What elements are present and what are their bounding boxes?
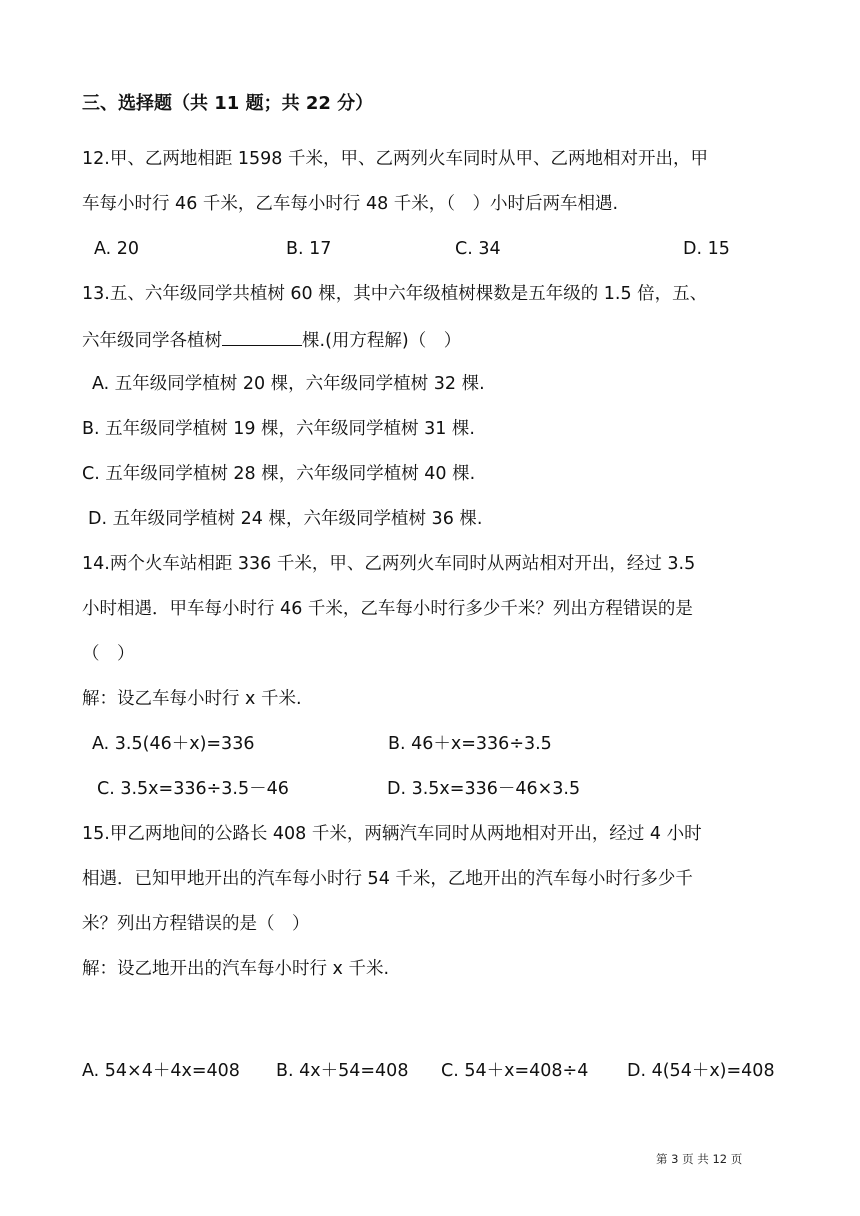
option-b: B. 五年级同学植树 19 棵，六年级同学植树 31 棵.: [82, 419, 475, 439]
question-text-line: 13.五、六年级同学共植树 60 棵，其中六年级植树棵数是五年级的 1.5 倍，五、: [82, 284, 708, 304]
question-text-line: [82, 327, 461, 353]
question-text-line: （ ）: [82, 644, 135, 664]
question-text-line: 车每小时行 46 千米，乙车每小时行 48 千米，（ ）小时后两车相遇.: [82, 194, 619, 214]
option-d: D. 4(54＋x)=408: [627, 1061, 775, 1081]
question-text-line: 12.甲、乙两地相距 1598 千米，甲、乙两列火车同时从甲、乙两地相对开出，甲: [82, 149, 708, 169]
option-d: D. 五年级同学植树 24 棵，六年级同学植树 36 棵.: [88, 509, 483, 529]
question-text-before-blank: 六年级同学各植树: [82, 331, 222, 351]
solution-setup-line: 解：设乙车每小时行 x 千米.: [82, 689, 302, 709]
question-text-line: 15.甲乙两地间的公路长 408 千米，两辆汽车同时从两地相对开出，经过 4 小时: [82, 824, 702, 844]
option-c: C. 54＋x=408÷4: [441, 1061, 589, 1081]
question-text-line: 小时相遇．甲车每小时行 46 千米，乙车每小时行多少千米？列出方程错误的是: [82, 599, 693, 619]
section-heading: 三、选择题（共 11 题；共 22 分）: [82, 93, 374, 114]
option-b: B. 4x＋54=408: [276, 1061, 409, 1081]
question-text-line: 米？列出方程错误的是（ ）: [82, 914, 310, 934]
solution-setup-line: 解：设乙地开出的汽车每小时行 x 千米.: [82, 959, 390, 979]
option-d: D. 3.5x=336－46×3.5: [387, 779, 581, 799]
question-text-line: 14.两个火车站相距 336 千米，甲、乙两列火车同时从两站相对开出，经过 3.5: [82, 554, 696, 574]
option-a: A. 3.5(46＋x)=336: [92, 734, 255, 754]
option-a: A. 54×4＋4x=408: [82, 1061, 240, 1081]
option-b: B. 46＋x=336÷3.5: [388, 734, 552, 754]
option-a: A. 五年级同学植树 20 棵，六年级同学植树 32 棵.: [92, 374, 485, 394]
question-text-line: 相遇．已知甲地开出的汽车每小时行 54 千米，乙地开出的汽车每小时行多少千: [82, 869, 693, 889]
option-b: B. 17: [286, 239, 332, 259]
option-c: C. 34: [455, 239, 501, 259]
option-d: D. 15: [683, 239, 730, 259]
question-text-after-blank: 棵.(用方程解)（ ）: [302, 331, 462, 351]
option-a: A. 20: [94, 239, 140, 259]
option-c: C. 3.5x=336÷3.5－46: [97, 779, 289, 799]
answer-blank: [222, 327, 302, 346]
option-c: C. 五年级同学植树 28 棵，六年级同学植树 40 棵.: [82, 464, 476, 484]
page-number-footer: 第 3 页 共 12 页: [656, 1152, 743, 1166]
